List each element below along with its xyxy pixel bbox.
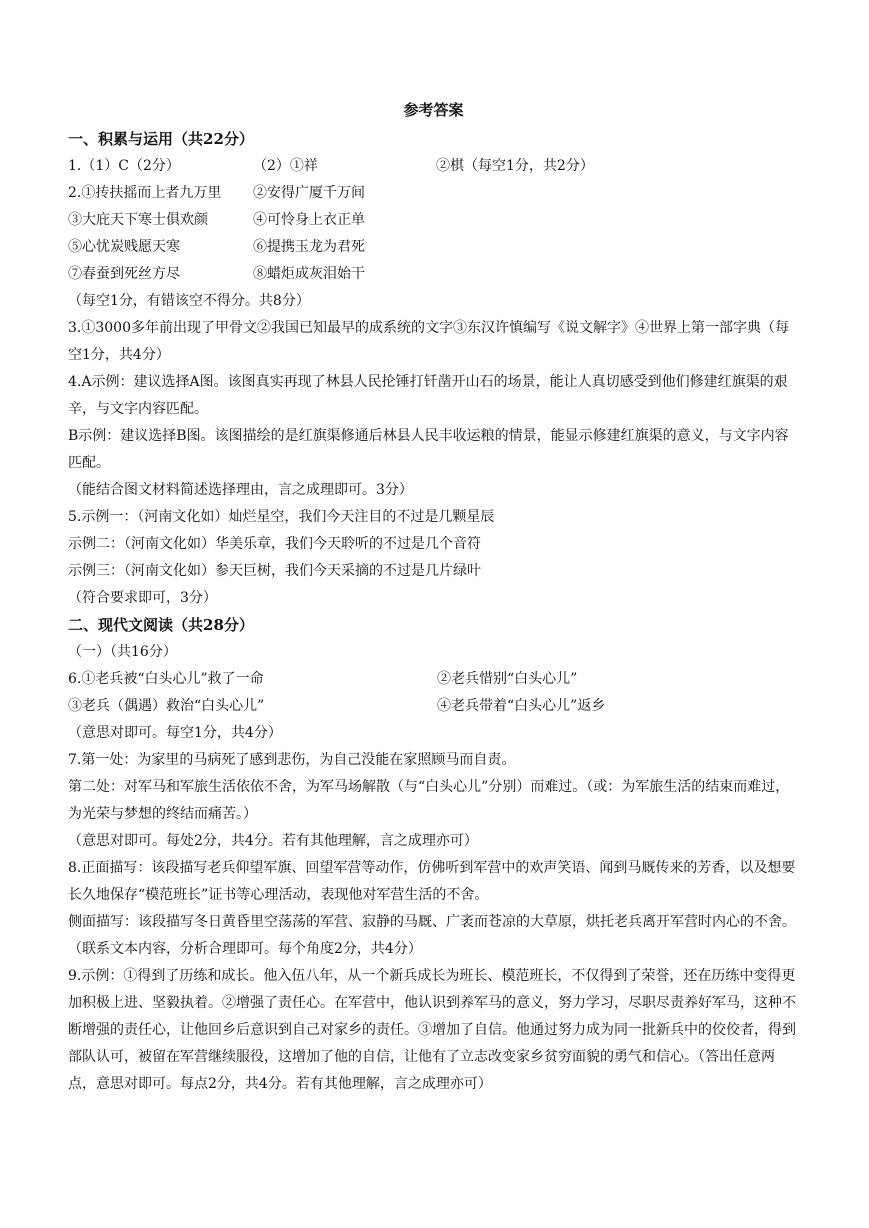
q1-part1: 1.（1）C（2分） (68, 158, 180, 174)
answer-q5-example1: 5.示例一：（河南文化如）灿烂星空，我们今天注目的不过是几颗星辰 (68, 509, 495, 525)
page-title: 参考答案 (403, 101, 464, 119)
answer-q6-row2 (68, 693, 799, 720)
answer-q7-a: 7.第一处：为家里的马病死了感到悲伤，为自己没能在家照顾马而自责。 (68, 752, 516, 768)
q6-blank-3: ③老兵（偶遇）救治“白头心儿” (68, 698, 265, 714)
answer-q8-a: 8.正面描写：该段描写老兵仰望军旗、回望军营等动作，仿佛听到军营中的欢声笑语、闻到马厩传来的芳香，以及想要长久地保存“模范班长”证书等心理活动，表现他对军营生活的不舍。 (68, 860, 796, 903)
q2-blank-4: ④可怜身上衣正单 (253, 212, 365, 228)
q2-blank-7: ⑦春蚕到死丝方尽 (68, 266, 180, 282)
q6-scoring-note: （意思对即可。每空1分，共4分） (68, 725, 282, 741)
q1-part2b: ②棋（每空1分，共2分） (436, 158, 594, 174)
q6-blank-1: 6.①老兵被“白头心儿”救了一命 (68, 671, 264, 687)
answer-q2-row1 (68, 180, 799, 207)
q4-scoring-note: （能结合图文材料简述选择理由，言之成理即可。3分） (68, 482, 413, 498)
q2-blank-1: 2.①抟扶摇而上者九万里 (68, 185, 222, 201)
section-heading-2: 二、现代文阅读（共28分） (68, 616, 254, 634)
q2-blank-6: ⑥提携玉龙为君死 (253, 239, 365, 255)
q2-blank-2: ②安得广厦千万间 (253, 185, 365, 201)
answer-q7-b: 第二处：对军马和军旅生活依依不舍，为军马场解散（与“白头心儿”分别）而难过。（或：为军旅生活的结束而难过，为光荣与梦想的终结而痛苦。） (68, 779, 790, 822)
answer-q2-row3 (68, 234, 799, 261)
answer-q5-example3: 示例三：（河南文化如）参天巨树，我们今天采摘的不过是几片绿叶 (68, 563, 481, 579)
answer-q2-row2 (68, 207, 799, 234)
answer-q8-b: 侧面描写：该段描写冬日黄昏里空荡荡的军营、寂静的马厩、广袤而苍凉的大草原，烘托老兵离开军营时内心的不舍。 (68, 914, 796, 930)
q2-blank-5: ⑤心忧炭贱愿天寒 (68, 239, 180, 255)
answer-q4-b: B示例：建议选择B图。该图描绘的是红旗渠修通后林县人民丰收运粮的情景，能显示修建红旗渠的意义，与文字内容匹配。 (68, 428, 789, 471)
q2-blank-3: ③大庇天下寒士俱欢颜 (68, 212, 208, 228)
q2-blank-8: ⑧蜡炬成灰泪始干 (253, 266, 365, 282)
answer-q5-example2: 示例二：（河南文化如）华美乐章，我们今天聆听的不过是几个音符 (68, 536, 481, 552)
q5-scoring-note: （符合要求即可，3分） (68, 590, 217, 606)
answer-q9: 9.示例：①得到了历练和成长。他入伍八年，从一个新兵成长为班长、模范班长，不仅得到了荣誉，还在历练中变得更加积极上进、坚毅执着。②增强了责任心。在军营中，他认识到养军马的意义，努力学习，尽职尽责养好军马，这种不断增强的责任心，让他回乡后意识到自己对家乡的责任。③增加了自信。他通过努力成为同一批新兵中的佼佼者，得到部队认可，被留在军营继续服役，这增加了他的自信，让他有了立志改变家乡贫穷面貌的勇气和信心。（答出任意两点，意思对即可。每点2分，共4分。若有其他理解，言之成理亦可） (68, 968, 796, 1092)
part-one-heading: （一）（共16分） (68, 644, 177, 660)
answer-q4-a: 4.A示例：建议选择A图。该图真实再现了林县人民抡锤打钎凿开山石的场景，能让人真切感受到他们修建红旗渠的艰辛，与文字内容匹配。 (68, 374, 788, 417)
section-heading-1: 一、积累与运用（共22分） (68, 130, 254, 148)
q6-blank-4: ④老兵带着“白头心儿”返乡 (437, 698, 606, 714)
answer-q2-row4 (68, 261, 799, 288)
q7-scoring-note: （意思对即可。每处2分，共4分。若有其他理解，言之成理亦可） (68, 833, 478, 849)
answer-q3: 3.①3000多年前出现了甲骨文②我国已知最早的成系统的文字③东汉许慎编写《说文解字》④世界上第一部字典（每空1分，共4分） (68, 320, 789, 363)
q8-scoring-note: （联系文本内容，分析合理即可。每个角度2分，共4分） (68, 941, 422, 957)
q2-scoring-note: （每空1分，有错该空不得分。共8分） (68, 293, 310, 309)
q1-part2a: （2）①祥 (253, 158, 318, 174)
answer-q1 (68, 153, 799, 180)
answer-q6-row1 (68, 666, 799, 693)
q6-blank-2: ②老兵惜别“白头心儿” (437, 671, 578, 687)
